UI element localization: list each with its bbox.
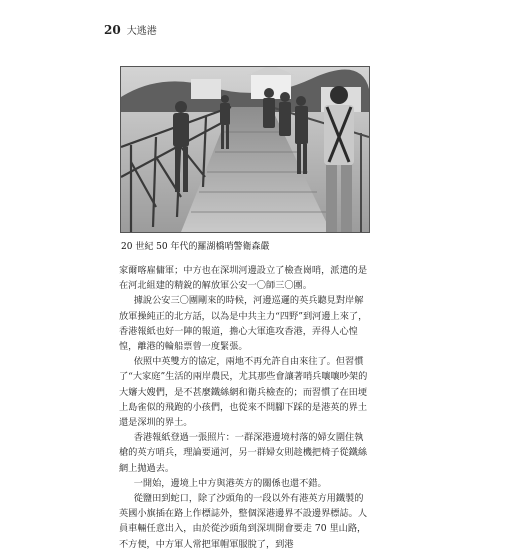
photo-illustration bbox=[121, 67, 369, 232]
paragraph: 家爾喀雇傭軍；中方也在深圳河邊設立了檢查崗哨，派遣的是在河北組建的精銳的解放軍公安一〇師三〇團。 bbox=[119, 265, 368, 292]
page-number: 20 bbox=[104, 23, 121, 37]
border-bridge-photo bbox=[120, 66, 370, 233]
paragraph: 香港報紙登過一張照片：一群深港邊境村落的婦女圍住執槍的英方哨兵，理論要通河，另一群婦女則趁機把椅子從鐵絲網上抛過去。 bbox=[119, 432, 368, 474]
running-head bbox=[104, 22, 157, 37]
paragraph: 從鹽田到蛇口，除了沙頭角的一段以外有港英方用鐵製的英國小旗插在路上作標誌外，整個深港邊界不設邊界標誌。人員車輛任意出入，由於從沙頭角到深圳開會要走 70 里山路，不方便，中方軍人常把軍帽軍服脫了，到港 bbox=[119, 493, 368, 550]
paragraph: 一開始，邊境上中方與港英方的關係也還不錯。 bbox=[133, 477, 327, 489]
paragraph: 依照中英雙方的協定，兩地不再允許自由來往了。但習慣了“大家庭”生活的兩岸農民，尤其那些會讓著哨兵嚷嚷吵架的大嬸大嫂們，是不甚麼鐵絲網和衛兵檢查的；而習慣了在田埂上島雀似的飛跑的小孩們，也從來不問腳下踩的是港英的界土還是深圳的界土。 bbox=[119, 356, 368, 429]
paragraph: 據說公安三〇團剛來的時候，河邊巡邏的英兵聽見對岸解放軍操純正的北方話，以為是中共主力“四野”到河邊上來了，香港報紙也好一陣的報道，擔心大軍進攻香港，弄得人心惶惶，離港的輪船票曾一度緊張。 bbox=[119, 295, 368, 353]
book-title: 大逃港 bbox=[126, 26, 157, 37]
body-text bbox=[119, 263, 371, 552]
photo-caption: 20 世紀 50 年代的羅湖橋哨警衛森嚴 bbox=[121, 242, 270, 252]
